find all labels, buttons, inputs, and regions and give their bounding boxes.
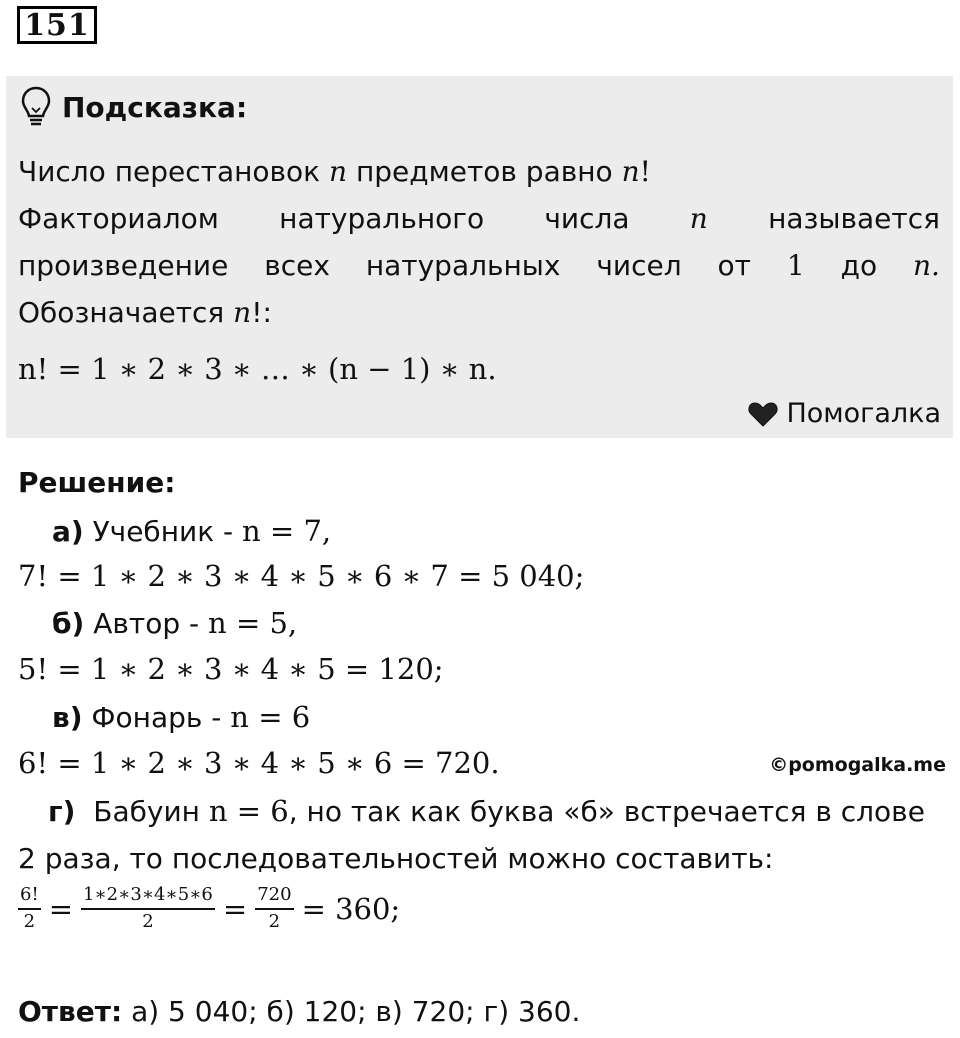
text: Автор -	[84, 607, 209, 640]
fraction	[81, 884, 215, 934]
fraction	[18, 884, 41, 934]
part-label: б)	[52, 607, 85, 640]
math-n: n	[689, 202, 708, 235]
part-d-line-2: 2 раза, то последовательностей можно составить:	[18, 842, 774, 875]
brand-name: Помогалка	[786, 398, 941, 429]
math: n = 5,	[208, 606, 298, 640]
math-n: n	[329, 155, 348, 188]
answer-text: а) 5 040; б) 120; в) 720; г) 360.	[122, 995, 581, 1028]
word: называется	[768, 202, 940, 235]
fraction-expression	[18, 884, 400, 934]
lightbulb-icon	[20, 86, 52, 128]
text: Фонарь -	[82, 701, 231, 734]
math-n: n	[233, 296, 252, 329]
math: n = 7,	[242, 514, 332, 548]
part-d	[48, 794, 925, 828]
word: 1	[786, 249, 805, 282]
denominator: 2	[268, 911, 281, 932]
formula-a: 7! = 1 ∗ 2 ∗ 3 ∗ 4 ∗ 5 ∗ 6 ∗ 7 = 5 040;	[18, 559, 585, 593]
text: Число перестановок	[18, 155, 329, 188]
brand	[748, 398, 941, 429]
task-number: 151	[17, 6, 97, 44]
word: от	[717, 249, 751, 282]
equals: =	[48, 892, 73, 926]
numerator: 720	[255, 884, 293, 910]
text: Учебник -	[83, 515, 243, 548]
math-n: n	[621, 155, 640, 188]
heart-icon	[748, 401, 778, 427]
word: натуральных	[365, 249, 561, 282]
factorial-formula: n! = 1 ∗ 2 ∗ 3 ∗ … ∗ (n − 1) ∗ n.	[18, 352, 497, 386]
part-c	[52, 700, 310, 734]
solution-title: Решение:	[18, 466, 176, 499]
text: Обозначается	[18, 296, 234, 329]
word: чисел	[596, 249, 682, 282]
result: = 360;	[301, 892, 401, 926]
text: , но так как буква «б» встречается в слове	[288, 795, 925, 828]
watermark: ©pomogalka.me	[769, 754, 946, 776]
hint-line-4	[18, 289, 940, 336]
fraction	[255, 884, 293, 934]
part-a	[52, 514, 331, 548]
math: n = 6	[208, 794, 289, 828]
math-n: n.	[913, 249, 940, 282]
text: предметов равно	[347, 155, 622, 188]
hint-title: Подсказка:	[62, 90, 248, 124]
text: !	[639, 155, 651, 188]
numerator: 6!	[18, 884, 41, 910]
formula-b: 5! = 1 ∗ 2 ∗ 3 ∗ 4 ∗ 5 = 120;	[18, 652, 444, 686]
formula-c: 6! = 1 ∗ 2 ∗ 3 ∗ 4 ∗ 5 ∗ 6 = 720.	[18, 746, 500, 780]
word: всех	[264, 249, 330, 282]
denominator: 2	[142, 911, 154, 932]
hint-line-1	[18, 148, 940, 195]
word: до	[840, 249, 878, 282]
text: !:	[251, 296, 272, 329]
hint-box	[6, 76, 953, 438]
word: натурального	[279, 202, 485, 235]
text: Бабуин	[93, 795, 209, 828]
equals: =	[222, 892, 248, 926]
part-b	[52, 606, 297, 640]
word: числа	[544, 202, 630, 235]
answer-label: Ответ:	[18, 995, 123, 1028]
denominator: 2	[23, 911, 36, 932]
word: произведение	[18, 249, 229, 282]
word: Факториалом	[18, 202, 219, 235]
hint-header	[20, 86, 247, 128]
part-label: г)	[48, 795, 76, 828]
hint-text	[18, 148, 940, 336]
part-label: а)	[52, 515, 84, 548]
numerator: 1∗2∗3∗4∗5∗6	[81, 884, 215, 910]
hint-line-3	[18, 242, 940, 289]
math: n = 6	[230, 700, 311, 734]
hint-line-2	[18, 195, 940, 242]
part-label: в)	[52, 701, 83, 734]
answer	[18, 995, 580, 1028]
